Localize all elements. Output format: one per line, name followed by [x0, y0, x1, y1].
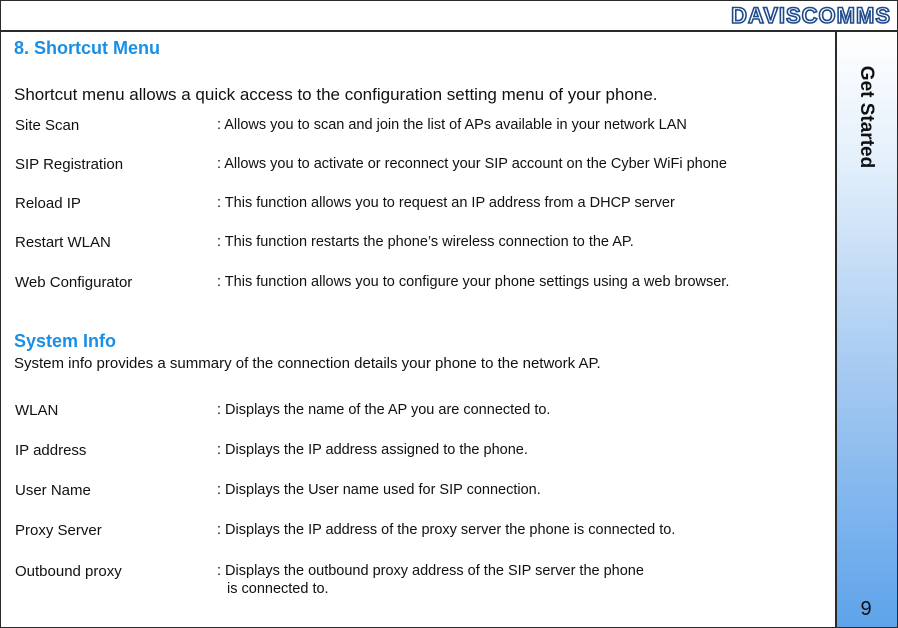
chapter-sidebar	[835, 32, 897, 627]
shortcut-row-restart-wlan	[1, 234, 831, 256]
shortcut-label: Reload IP	[15, 195, 81, 212]
shortcut-description: : Allows you to scan and join the list of APs available in your network LAN	[217, 117, 687, 133]
sysinfo-row-wlan	[1, 402, 831, 424]
shortcut-row-web-configurator	[1, 274, 831, 296]
shortcut-row-reload-ip	[1, 195, 831, 217]
sysinfo-label: Proxy Server	[15, 522, 102, 539]
shortcut-label: Restart WLAN	[15, 234, 111, 251]
sysinfo-description: : Displays the name of the AP you are connected to.	[217, 402, 551, 418]
header-bar	[1, 1, 897, 32]
chapter-tab	[837, 52, 895, 182]
sysinfo-row-outbound-proxy	[1, 563, 831, 607]
shortcut-row-sip-registration	[1, 156, 831, 178]
sysinfo-description: : Displays the User name used for SIP connection.	[217, 482, 541, 498]
shortcut-description: : This function allows you to configure your phone settings using a web browser.	[217, 274, 730, 290]
shortcut-label: SIP Registration	[15, 156, 124, 173]
sysinfo-label: WLAN	[15, 402, 59, 419]
sysinfo-label: User Name	[15, 482, 91, 499]
sysinfo-description: : Displays the IP address of the proxy server the phone is connected to.	[217, 522, 676, 538]
shortcut-description: : Allows you to activate or reconnect your SIP account on the Cyber WiFi phone	[217, 156, 727, 172]
shortcut-menu-intro: Shortcut menu allows a quick access to the configuration setting menu of your phone.	[14, 85, 658, 104]
sysinfo-description-continuation: is connected to.	[227, 581, 329, 597]
page-number: 9	[860, 598, 872, 620]
sysinfo-label: Outbound proxy	[15, 563, 122, 580]
shortcut-row-site-scan	[1, 117, 831, 139]
system-info-intro: System info provides a summary of the connection details your phone to the network AP.	[14, 355, 601, 372]
system-info-heading: System Info	[14, 331, 117, 351]
sysinfo-label: IP address	[15, 442, 87, 459]
sysinfo-row-ip-address	[1, 442, 831, 464]
sysinfo-row-proxy-server	[1, 522, 831, 544]
shortcut-description: : This function restarts the phone’s wireless connection to the AP.	[217, 234, 634, 250]
shortcut-label: Site Scan	[15, 117, 80, 134]
sysinfo-description-line: : Displays the outbound proxy address of the SIP server the phone	[217, 563, 644, 579]
daviscomms-logo: DAVISCOMMS	[731, 3, 891, 28]
sysinfo-description	[217, 563, 644, 597]
shortcut-menu-heading: 8. Shortcut Menu	[14, 38, 161, 58]
sysinfo-row-user-name	[1, 482, 831, 504]
shortcut-description: : This function allows you to request an IP address from a DHCP server	[217, 195, 675, 211]
chapter-title: Get Started	[856, 65, 878, 169]
sysinfo-description: : Displays the IP address assigned to the phone.	[217, 442, 528, 458]
shortcut-label: Web Configurator	[15, 274, 133, 291]
